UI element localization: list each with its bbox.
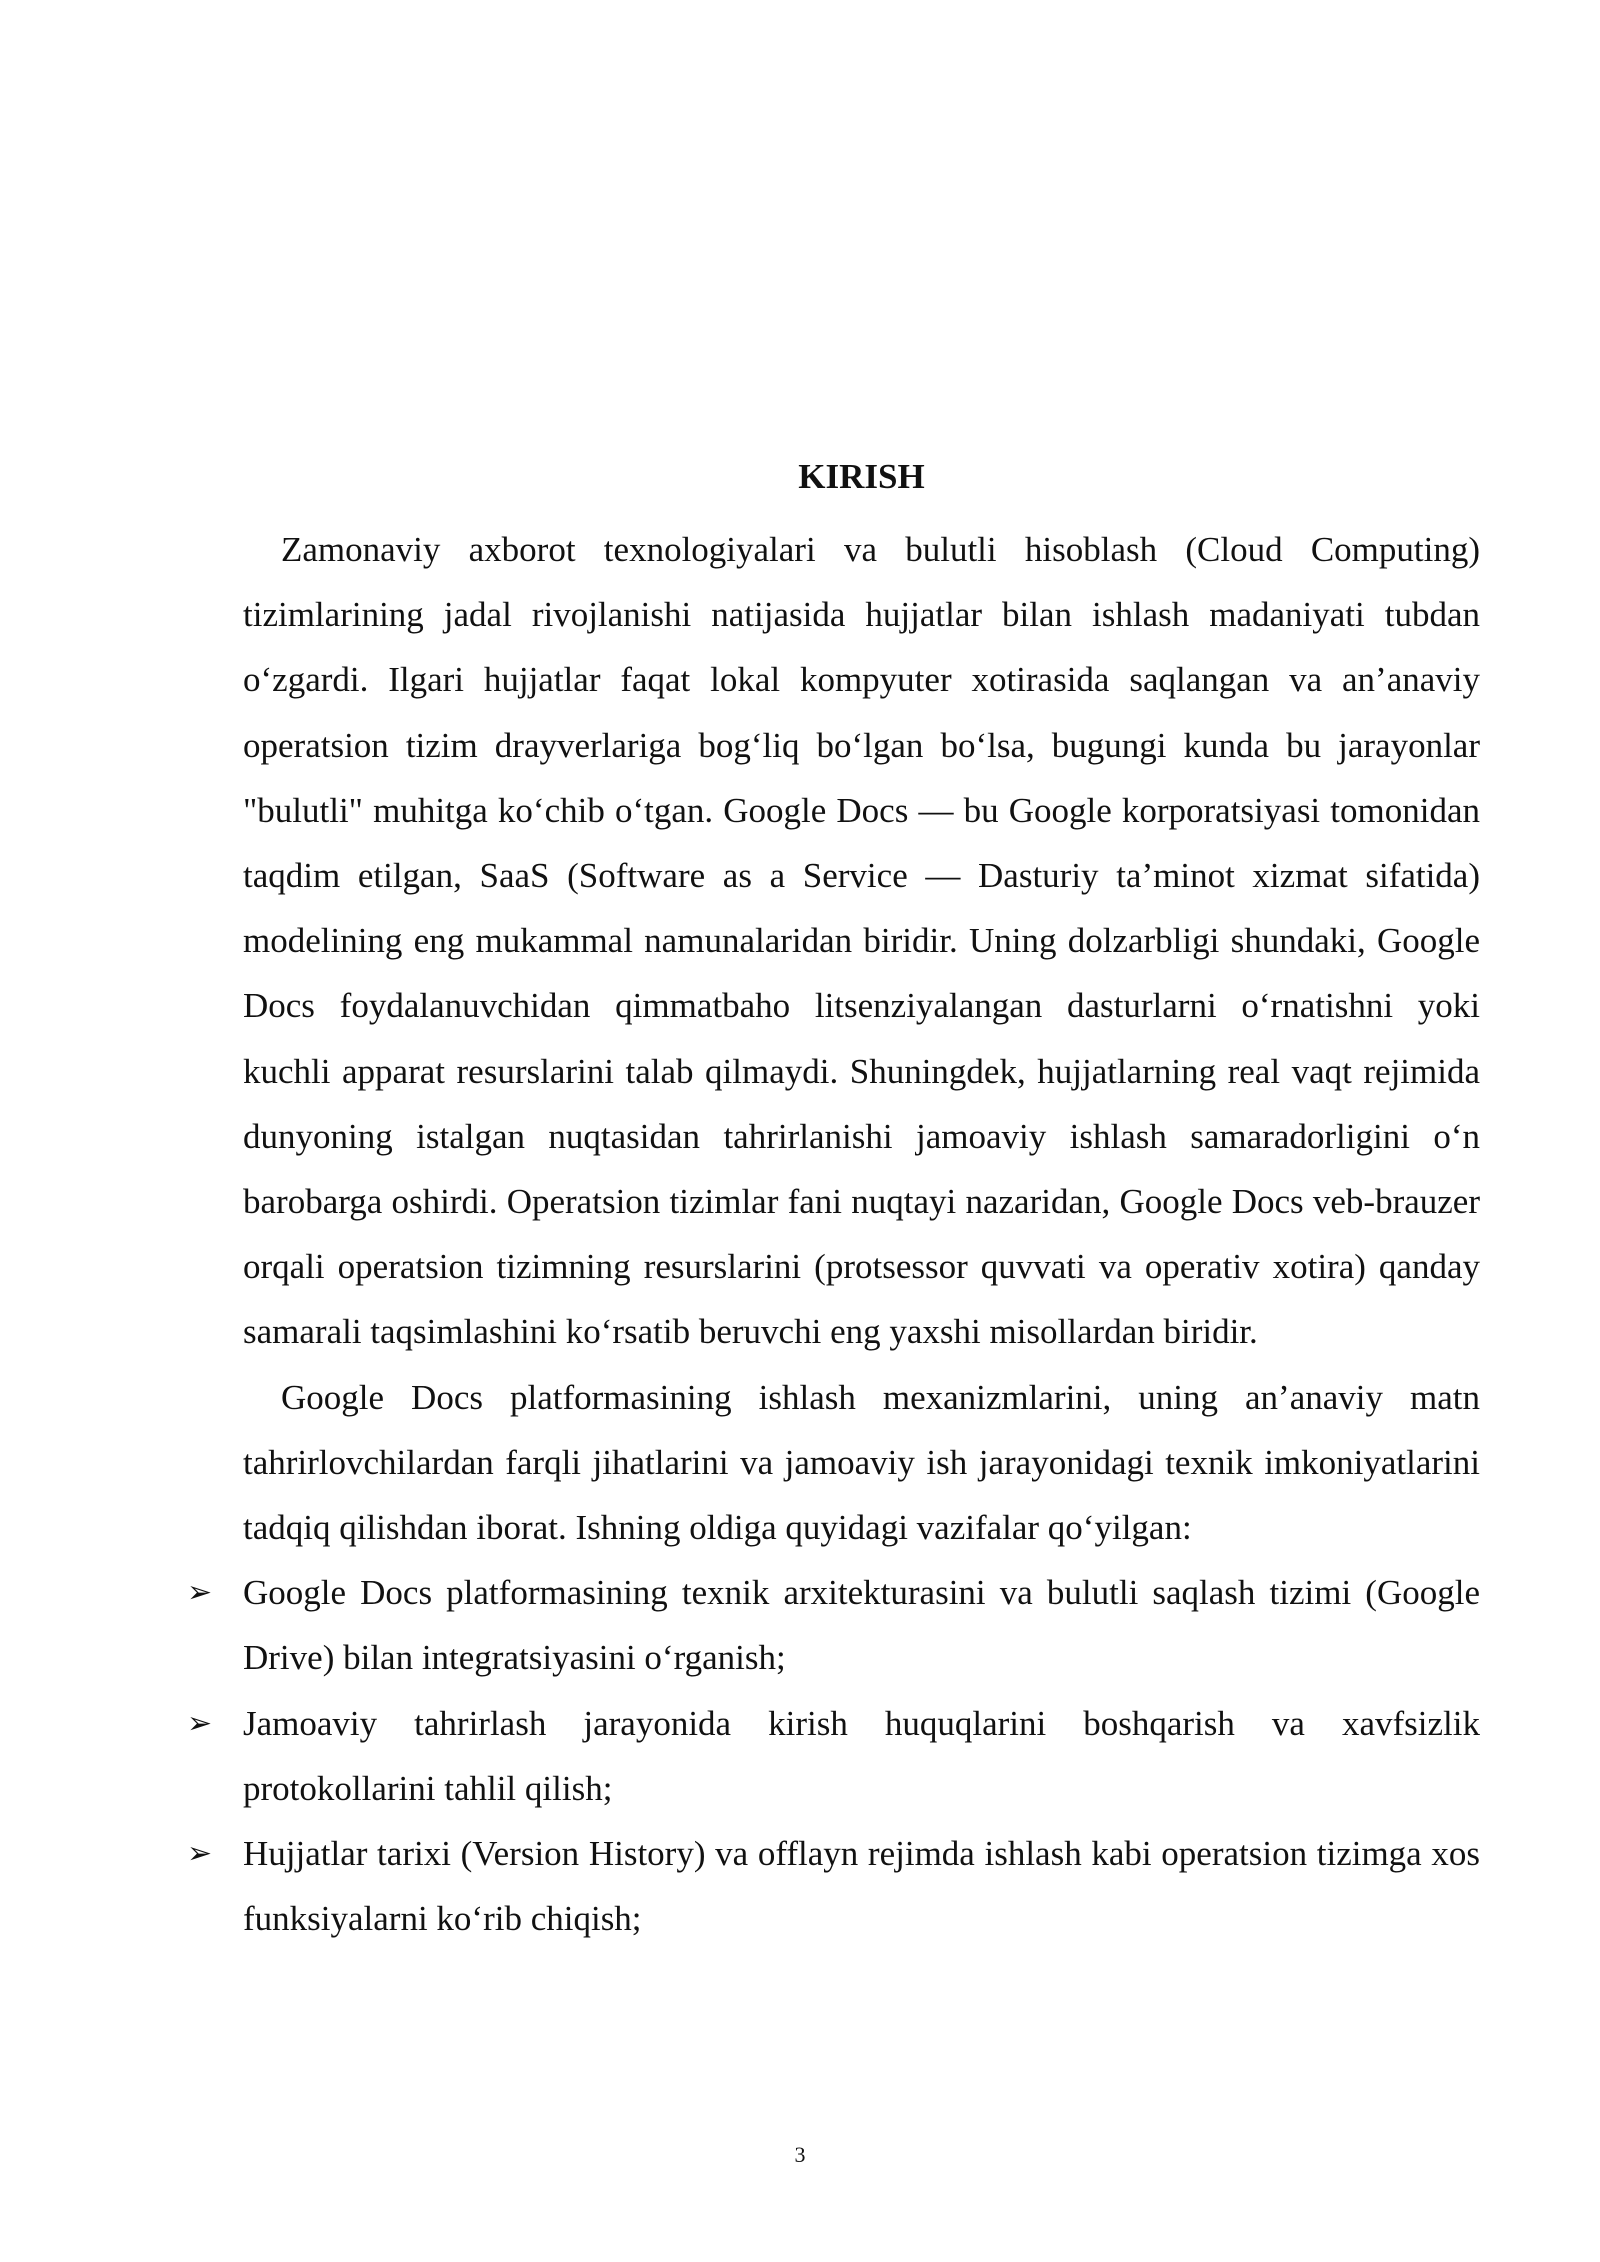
task-item [187, 1560, 1480, 1690]
page-number: 3 [794, 2142, 806, 2167]
arrow-bullet-icon: ➢ [187, 1836, 213, 1872]
intro-paragraph: Zamonaviy axborot texnologiyalari va bulutli hisoblash (Cloud Computing) tizimlarining jadal rivojlanishi natijasida hujjatlar bilan ishlash madaniyati tubdan o‘zgardi. Ilgari hujjatlar faqat lokal kompyuter xotirasida saqlangan va an’anaviy operatsion tizim drayverlariga bog‘liq bo‘lgan bo‘lsa, bugungi kunda bu jarayonlar "bulutli" muhitga ko‘chib o‘tgan. Google Docs — bu Google korporatsiyasi tomonidan taqdim etilgan, SaaS (Software as a Service — Dasturiy ta’minot xizmat sifatida) modelining eng mukammal namunalaridan biridir. Uning dolzarbligi shundaki, Google Docs foydalanuvchidan qimmatbaho litsenziyalangan dasturlarni o‘rnatishni yoki kuchli apparat resurslarini talab qilmaydi. Shuningdek, hujjatlarning real vaqt rejimida dunyoning istalgan nuqtasidan tahrirlanishi jamoaviy ishlash samaradorligini o‘n barobarga oshirdi. Operatsion tizimlar fani nuqtayi nazaridan, Google Docs veb-brauzer orqali operatsion tizimning resurslarini (protsessor quvvati va operativ xotira) qanday samarali taqsimlashini ko‘rsatib beruvchi eng yaxshi misollardan biridir. [243, 530, 1480, 1352]
task-text: Jamoaviy tahrirlash jarayonida kirish huquqlarini boshqarish va xavfsizlik protokollarini tahlil qilish; [243, 1703, 1480, 1808]
task-list [187, 1560, 1480, 1951]
goal-paragraph: Google Docs platformasining ishlash mexanizmlarini, uning an’anaviy matn tahrirlovchilardan farqli jihatlarini va jamoaviy ish jarayonidagi texnik imkoniyatlarini tadqiq qilishdan iborat. Ishning oldiga quyidagi vazifalar qo‘yilgan: [243, 1377, 1480, 1548]
section-heading: KIRISH [798, 457, 925, 496]
task-item [187, 1691, 1480, 1821]
task-text: Google Docs platformasining texnik arxitekturasini va bulutli saqlash tizimi (Google Drive) bilan integratsiyasini o‘rganish; [243, 1573, 1480, 1678]
page-content [187, 452, 1480, 1951]
task-item [187, 1821, 1480, 1951]
task-text: Hujjatlar tarixi (Version History) va offlayn rejimda ishlash kabi operatsion tizimga xos funksiyalarni ko‘rib chiqish; [243, 1834, 1480, 1939]
arrow-bullet-icon: ➢ [187, 1575, 213, 1611]
arrow-bullet-icon: ➢ [187, 1705, 213, 1741]
